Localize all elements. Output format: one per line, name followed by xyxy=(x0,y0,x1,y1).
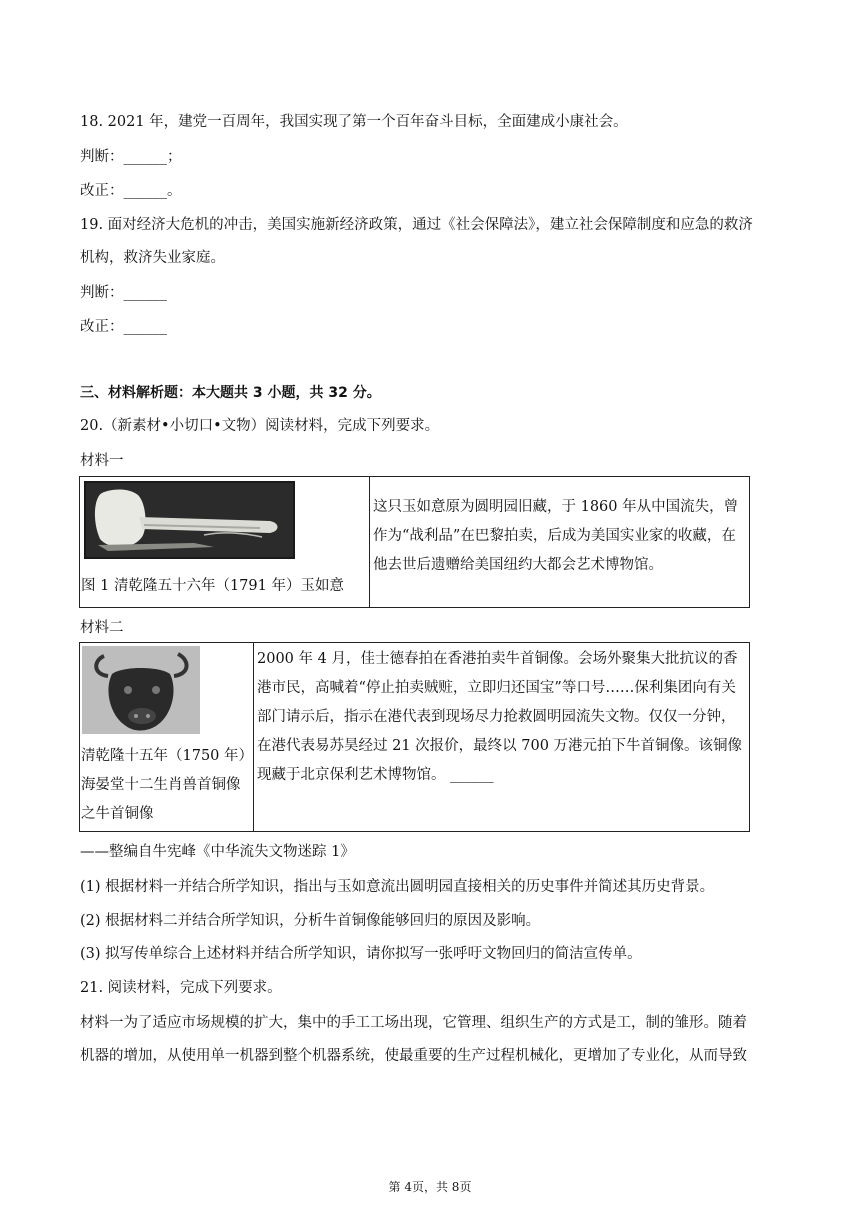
material2-label: 材料二 xyxy=(80,620,124,636)
material2-text-cell xyxy=(254,643,750,832)
material2-caption: 清乾隆十五年（1750 年）海晏堂十二生肖兽首铜像之牛首铜像 xyxy=(81,748,246,822)
q18-judge: 判断：______； xyxy=(80,149,182,165)
ox-head-photo xyxy=(82,646,200,734)
material1-table xyxy=(79,476,750,608)
q20-sub1: (1) 根据材料一并结合所学知识，指出与玉如意流出圆明园直接相关的历史事件并简述其历史背景。 xyxy=(80,879,715,895)
material1-text: 这只玉如意原为圆明园旧藏，于 1860 年从中国流失，曾作为“战利品”在巴黎拍卖，后成为美国实业家的收藏，在他去世后遗赠给美国纽约大都会艺术博物馆。 xyxy=(373,499,739,573)
q21-intro: 21. 阅读材料，完成下列要求。 xyxy=(80,980,282,996)
page-footer: 第 4页，共 8页 xyxy=(388,1180,472,1194)
material1-text-cell xyxy=(370,477,750,608)
material1-label: 材料一 xyxy=(80,453,124,469)
q19-line1: 19. 面对经济大危机的冲击，美国实施新经济政策，通过《社会保障法》，建立社会保障制度和应急的救济 xyxy=(80,217,753,233)
q19-judge: 判断：______ xyxy=(80,285,167,301)
material1-image-cell xyxy=(80,477,370,608)
q20-source: ——整编自牛宪峰《中华流失文物迷踪 1》 xyxy=(80,844,355,860)
material2-image-cell xyxy=(80,643,254,832)
section3-heading: 三、材料解析题：本大题共 3 小题，共 32 分。 xyxy=(80,385,381,401)
q21-line1: 材料一为了适应市场规模的扩大，集中的手工工场出现，它管理、组织生产的方式是工，制的雏形。随着 xyxy=(80,1015,747,1031)
q20-sub3: (3) 拟写传单综合上述材料并结合所学知识，请你拟写一张呼吁文物回归的简洁宣传单。 xyxy=(80,946,642,962)
q19-correct: 改正：______ xyxy=(80,319,167,335)
q20-sub2: (2) 根据材料二并结合所学知识，分析牛首铜像能够回归的原因及影响。 xyxy=(80,913,541,929)
q21-line2: 机器的增加，从使用单一机器到整个机器系统，使最重要的生产过程机械化，更增加了专业化，从而导致 xyxy=(80,1048,747,1064)
jade-ruyi-photo xyxy=(84,481,295,559)
q20-intro: 20.（新素材•小切口•文物）阅读材料，完成下列要求。 xyxy=(80,418,440,434)
q18-text: 18. 2021 年，建党一百周年，我国实现了第一个百年奋斗目标，全面建成小康社会。 xyxy=(80,114,628,130)
material2-table xyxy=(79,642,750,832)
material1-caption: 图 1 清乾隆五十六年（1791 年）玉如意 xyxy=(81,578,344,594)
material2-text: 2000 年 4 月，佳士德春拍在香港拍卖牛首铜像。会场外聚集大批抗议的香港市民，高喊着“停止拍卖贼赃，立即归还国宝”等口号……保利集团向有关部门请示后，指示在港代表到现场尽力抢救圆明园流失文物。仅仅一分钟，在港代表易苏昊经过 21 次报价，最终以 700 万港元拍下牛首铜像。该铜像现藏于北京保利艺术博物馆。 ______ xyxy=(257,651,743,783)
q19-line2: 机构，救济失业家庭。 xyxy=(80,250,225,266)
q18-correct: 改正：______。 xyxy=(80,183,182,199)
